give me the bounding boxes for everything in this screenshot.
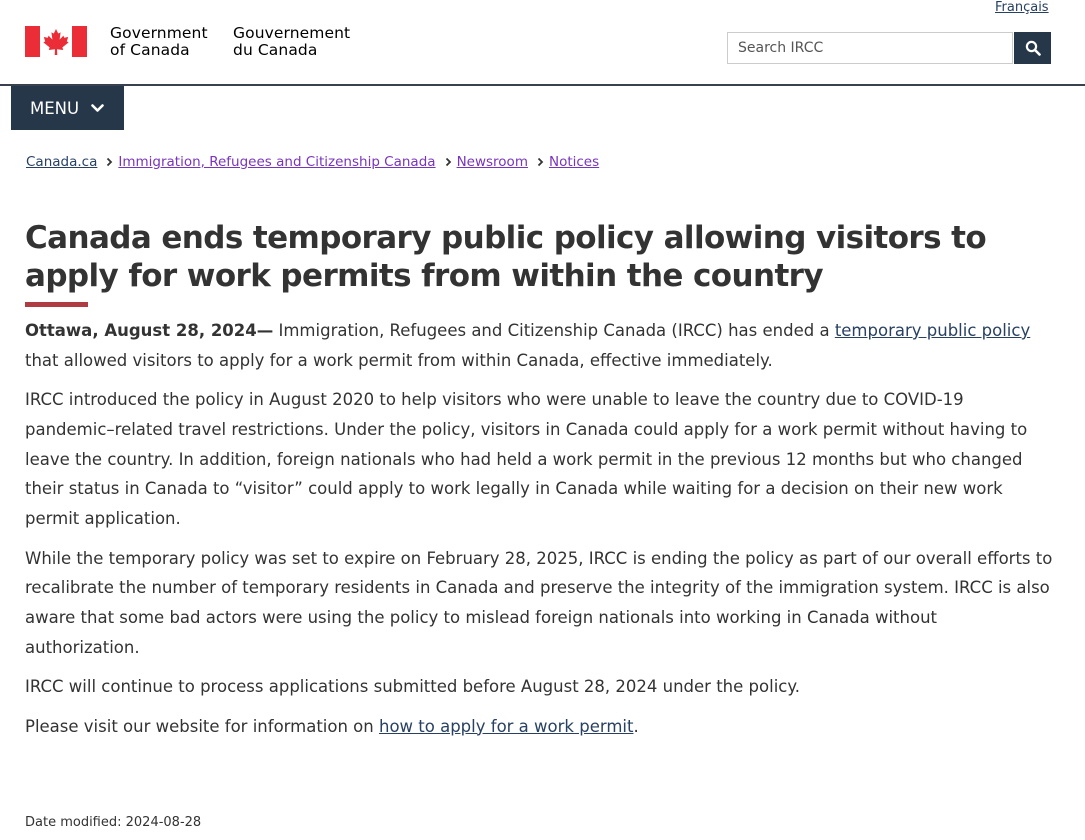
breadcrumb-link-notices[interactable]: Notices [548, 154, 600, 170]
paragraph-more-info [25, 712, 1055, 742]
signature-fr-line1: Gouvernement [233, 24, 351, 42]
article-body [25, 316, 1055, 751]
page-title: Canada ends temporary public policy allowing visitors to apply for work permits from within the country [25, 220, 987, 294]
chevron-down-icon [91, 104, 104, 113]
paragraph-intro-text: Immigration, Refugees and Citizenship Canada (IRCC) has ended a [273, 321, 835, 340]
paragraph-intro [25, 316, 1055, 376]
paragraph-background: IRCC introduced the policy in August 2020 to help visitors who were unable to leave the country due to COVID-19 pandemic–related travel restrictions. Under the policy, visitors in Canada could apply for a work permit without having to leave the country. In addition, foreign nationals who had held a work permit in the previous 12 months but who changed their status in Canada to “visitor” could apply to work legally in Canada while waiting for a decision on their new work permit application. [25, 390, 1028, 529]
chevron-right-icon [445, 157, 452, 167]
breadcrumb-link-newsroom[interactable]: Newsroom [456, 154, 528, 170]
paragraph-intro-tail: that allowed visitors to apply for a work permit from within Canada, effective immediately. [25, 350, 773, 370]
breadcrumb [26, 154, 599, 170]
work-permit-link[interactable]: how to apply for a work permit [379, 716, 634, 736]
signature-french[interactable] [233, 25, 350, 59]
breadcrumb-link-ircc[interactable]: Immigration, Refugees and Citizenship Canada [118, 154, 436, 170]
paragraph-more-info-tail: . [633, 716, 639, 736]
site-header [0, 0, 1085, 86]
breadcrumb-link-canada-ca[interactable]: Canada.ca [26, 154, 98, 170]
dateline: Ottawa, August 28, 2024— [25, 321, 274, 340]
language-toggle-link[interactable]: Français [995, 0, 1049, 15]
paragraph-processing: IRCC will continue to process applications submitted before August 28, 2024 under the policy. [25, 677, 801, 697]
search-input[interactable] [727, 32, 1013, 64]
signature-en-line2: of Canada [110, 41, 190, 59]
date-modified: Date modified: 2024-08-28 [25, 815, 202, 830]
paragraph-rationale: While the temporary policy was set to expire on February 28, 2025, IRCC is ending the policy as part of our overall efforts to recalibrate the number of temporary residents in Canada and preserve the integrity of the immigration system. IRCC is also aware that some bad actors were using the policy to mislead foreign nationals into working in Canada without authorization. [25, 548, 1053, 657]
chevron-right-icon [537, 157, 544, 167]
menu-button[interactable] [11, 86, 124, 130]
canada-flag-icon [25, 26, 87, 57]
signature-fr-line2: du Canada [233, 41, 318, 59]
paragraph-more-info-text: Please visit our website for information on [25, 716, 379, 736]
signature-en-line1: Government [110, 24, 208, 42]
signature-english[interactable] [110, 25, 208, 59]
temporary-public-policy-link[interactable]: temporary public policy [834, 321, 1031, 340]
chevron-right-icon [106, 157, 113, 167]
menu-label: MENU [30, 98, 80, 118]
search-button[interactable] [1014, 32, 1051, 64]
search-icon [1025, 40, 1041, 56]
title-underline [25, 302, 88, 307]
